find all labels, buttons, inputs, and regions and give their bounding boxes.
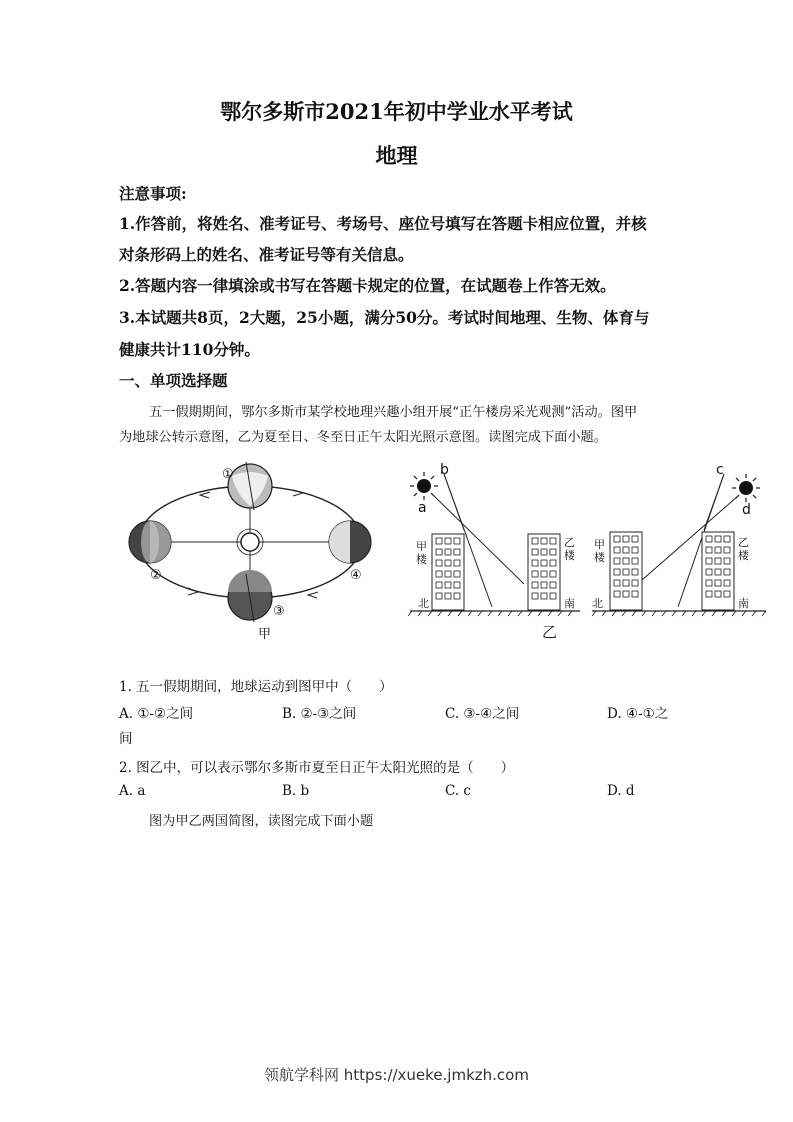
question-1-option-c[interactable]: C. ③-④之间 — [445, 706, 520, 722]
figure-yi-caption: 乙 — [542, 623, 558, 641]
notice-item-3-line-1: 3.本试题共8页，2大题，25小题，满分50分。考试时间地理、生物、体育与 — [119, 308, 650, 327]
question-2-option-b[interactable]: B. b — [282, 783, 310, 799]
question-1-option-d[interactable]: D. ④-①之 — [607, 706, 669, 722]
earth-position-1-icon — [228, 462, 272, 510]
earth-position-4-icon — [329, 521, 371, 563]
earth-position-3-icon — [228, 570, 272, 622]
notice-item-1-line-1: 1.作答前，将姓名、准考证号、考场号、座位号填写在答题卡相应位置，并核 — [119, 214, 647, 233]
notice-heading: 注意事项: — [119, 184, 187, 203]
marker-1: ① — [222, 467, 234, 482]
ray-a-label: a — [418, 500, 427, 516]
footer-watermark[interactable]: 领航学科网 https://xueke.jmkzh.com — [264, 1066, 529, 1084]
ray-c-label: c — [716, 462, 724, 478]
question-2-option-a[interactable]: A. a — [119, 783, 146, 799]
ray-d-label: d — [742, 502, 751, 518]
question-1-option-d-wrap: 间 — [119, 731, 133, 747]
figure-jia-caption: 甲 — [258, 627, 272, 642]
marker-3: ③ — [273, 604, 285, 619]
svg-text:北: 北 — [418, 597, 429, 610]
question-1-option-a[interactable]: A. ①-②之间 — [119, 706, 194, 722]
svg-text:楼: 楼 — [416, 553, 427, 566]
notice-item-1-line-2: 对条形码上的姓名、准考证号等有关信息。 — [119, 245, 414, 264]
next-intro: 图为甲乙两国简图，读图完成下面小题 — [149, 814, 374, 829]
right-panel — [592, 462, 766, 616]
marker-2: ② — [150, 568, 162, 583]
exam-title: 鄂尔多斯市2021年初中学业水平考试 — [220, 99, 573, 124]
svg-text:楼: 楼 — [564, 549, 575, 562]
intro-line-1: 五一假期期间，鄂尔多斯市某学校地理兴趣小组开展“正午楼房采光观测”活动。图甲 — [149, 405, 638, 420]
question-2-stem: 2. 图乙中，可以表示鄂尔多斯市夏至日正午太阳光照的是（ ） — [119, 760, 515, 776]
svg-text:南: 南 — [564, 597, 575, 610]
question-2-option-d[interactable]: D. d — [607, 783, 635, 799]
figure-jia-orbit-diagram — [128, 458, 378, 643]
ray-b-label: b — [440, 462, 449, 478]
svg-text:南: 南 — [738, 597, 749, 610]
svg-text:楼: 楼 — [594, 551, 605, 564]
svg-text:北: 北 — [592, 597, 603, 610]
svg-text:甲: 甲 — [416, 540, 427, 553]
exam-subject: 地理 — [375, 143, 418, 168]
question-1-stem: 1. 五一假期期间，地球运动到图甲中（ ） — [119, 679, 393, 695]
earth-position-2-icon — [129, 521, 171, 563]
svg-text:乙: 乙 — [564, 536, 575, 549]
question-2-option-c[interactable]: C. c — [445, 783, 471, 799]
question-1-option-b[interactable]: B. ②-③之间 — [282, 706, 357, 722]
svg-text:甲: 甲 — [594, 538, 605, 551]
section-heading: 一、单项选择题 — [119, 371, 228, 390]
figure-yi-sunlight-diagram — [404, 462, 774, 642]
sun-icon — [241, 533, 259, 551]
marker-4: ④ — [350, 568, 362, 583]
svg-text:乙: 乙 — [738, 536, 749, 549]
intro-line-2: 为地球公转示意图，乙为夏至日、冬至日正午太阳光照示意图。读图完成下面小题。 — [119, 430, 607, 445]
notice-item-3-line-2: 健康共计110分钟。 — [119, 340, 260, 359]
left-panel — [408, 462, 580, 616]
notice-item-2: 2.答题内容一律填涂或书写在答题卡规定的位置，在试题卷上作答无效。 — [119, 276, 616, 295]
svg-text:楼: 楼 — [738, 549, 749, 562]
